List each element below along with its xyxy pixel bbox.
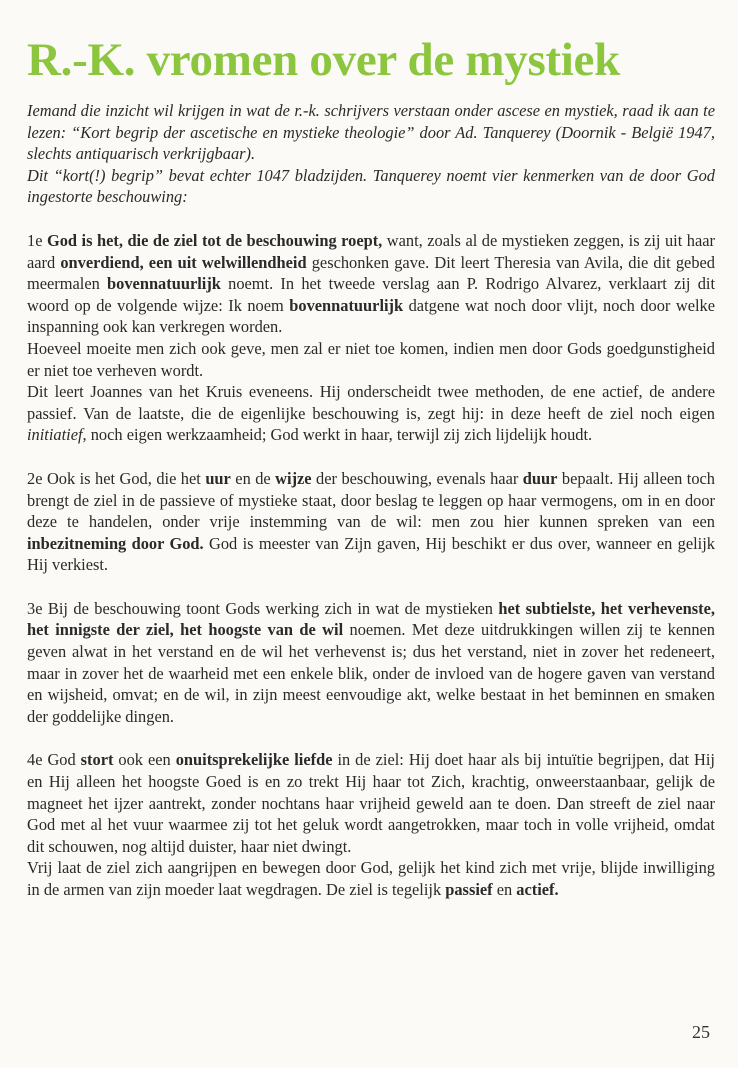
intro-paragraph-1: Iemand die inzicht wil krijgen in wat de r.-k. schrijvers verstaan onder ascese en mystiek, raad ik aan te lezen: “Kort begrip der ascetische en mystieke theologie” door Ad. Tanquerey (Doornik - België 1947, slechts antiquarisch verkrijgbaar).: [27, 101, 715, 164]
section-1-paragraph-3: Dit leert Joannes van het Kruis eveneens. Hij onderscheidt twee methoden, de ene actief, de andere passief. Van de laatste, die de eigenlijke beschouwing is, zegt hij: in deze heeft de ziel noch eigen initiatief, noch eigen werkzaamheid; God werkt in haar, terwijl zij zich lijdelijk houdt.: [27, 382, 715, 445]
page-number: 25: [692, 1022, 710, 1042]
section-1-paragraph-2: Hoeveel moeite men zich ook geve, men zal er niet toe komen, indien men door Gods goedgunstigheid er niet toe verheven wordt.: [27, 338, 715, 380]
page-title: R.-K. vromen over de mystiek: [27, 34, 620, 86]
page-content: [27, 32, 715, 901]
intro-block: [27, 100, 715, 208]
section-1: [27, 230, 715, 446]
section-3-paragraph: 3e Bij de beschouwing toont Gods werking zich in wat de mystieken het subtielste, het verhevenste, het innigste der ziel, het hoogste van de wil noemen. Met deze uitdrukkingen willen zij te kennen geven alwat in het verstand en de wil het verhevenst is; dus het verstand, niet in zover het redeneert, maar in zover het de waarheid met een enkele blik, onder de invloed van de hogere gaven van verstand en wijsheid, omvat; en de wil, in zijn meest eenvoudige akt, welke bestaat in het beminnen en smaken der goddelijke dingen.: [27, 598, 715, 726]
intro-paragraph-2: Dit “kort(!) begrip” bevat echter 1047 bladzijden. Tanquerey noemt vier kenmerken van de door God ingestorte beschouwing:: [27, 165, 715, 207]
section-4-paragraph-2: Vrij laat de ziel zich aangrijpen en bewegen door God, gelijk het kind zich met vrije, blijde inwilliging in de armen van zijn moeder laat wegdragen. De ziel is tegelijk passief en actief.: [27, 858, 715, 899]
section-1-paragraph-1: 1e God is het, die de ziel tot de beschouwing roept, want, zoals al de mystieken zeggen, is zij uit haar aard onverdiend, een uit welwillendheid geschonken gave. Dit leert Theresia van Avila, die dit gebed meermalen bovennatuurlijk noemt. In het tweede verslag aan P. Rodrigo Alvarez, verklaart zij dit woord op de volgende wijze: Ik noem bovennatuurlijk datgene wat noch door vlijt, noch door welke inspanning ook kan verkregen worden.: [27, 230, 716, 337]
section-3: [27, 598, 715, 728]
section-2: [27, 468, 715, 576]
section-4-paragraph-1: 4e God stort ook een onuitsprekelijke liefde in de ziel: Hij doet haar als bij intuïtie begrijpen, dat Hij en Hij alleen het hoogste Goed is en zo trekt Hij haar tot Zich, krachtig, onweerstaanbaar, gelijk de magneet het ijzer aantrekt, zonder nochtans haar vrijheid geweld aan te doen. Dan streeft de ziel naar God met al het vuur waarmee zij tot het geluk wordt aangetrokken, maar toch in volle vrijheid, omdat dit schouwen, nog altijd duister, haar niet dwingt.: [27, 750, 715, 856]
section-2-paragraph: 2e Ook is het God, die het uur en de wijze der beschouwing, evenals haar duur bepaalt. Hij alleen toch brengt de ziel in de passieve of mystieke staat, door beslag te leggen op haar vermogens, om in en door deze te handelen, onder vrije instemming van de wil: men zou hier kunnen spreken van een inbezitneming door God. God is meester van Zijn gaven, Hij beschikt er dus over, wanneer en gelijk Hij verkiest.: [27, 468, 716, 575]
section-4: [27, 749, 715, 900]
